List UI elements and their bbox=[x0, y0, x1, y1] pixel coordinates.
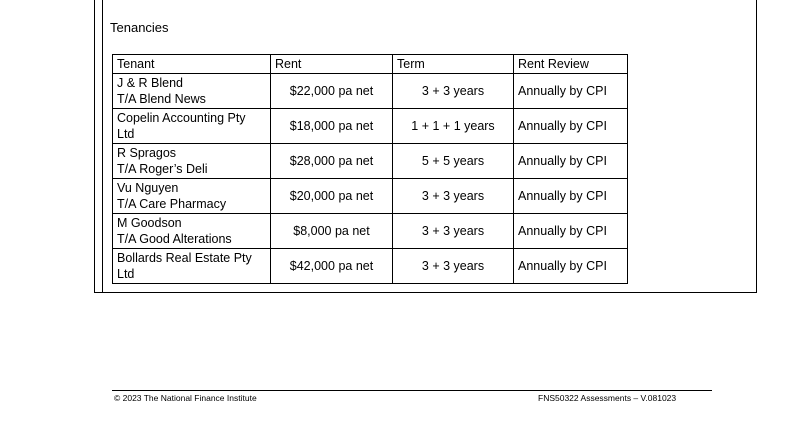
table-row bbox=[113, 74, 628, 109]
tenant-name: Bollards Real Estate Pty bbox=[117, 251, 252, 265]
rent-review-cell: Annually by CPI bbox=[514, 144, 628, 179]
term-cell: 5 + 5 years bbox=[393, 144, 514, 179]
term-cell: 3 + 3 years bbox=[393, 249, 514, 284]
table-row bbox=[113, 214, 628, 249]
rent-review-cell: Annually by CPI bbox=[514, 249, 628, 284]
tenant-name: J & R Blend bbox=[117, 76, 184, 90]
rent-cell: $28,000 pa net bbox=[271, 144, 393, 179]
rent-cell: $20,000 pa net bbox=[271, 179, 393, 214]
rent-review-cell: Annually by CPI bbox=[514, 74, 628, 109]
header-rent-review: Rent Review bbox=[514, 55, 628, 74]
table-row bbox=[113, 109, 628, 144]
header-tenant: Tenant bbox=[113, 55, 271, 74]
tenant-name: R Spragos bbox=[117, 146, 177, 160]
tenant-cell bbox=[113, 249, 271, 284]
rent-review-cell: Annually by CPI bbox=[514, 214, 628, 249]
tenant-cell bbox=[113, 179, 271, 214]
tenant-cell bbox=[113, 109, 271, 144]
term-cell: 1 + 1 + 1 years bbox=[393, 109, 514, 144]
footer-copyright: © 2023 The National Finance Institute bbox=[114, 393, 257, 403]
table-row bbox=[113, 249, 628, 284]
tenant-trading-as: T/A Care Pharmacy bbox=[117, 197, 227, 211]
tenant-trading-as: T/A Blend News bbox=[117, 92, 206, 106]
tenant-trading-as: T/A Roger’s Deli bbox=[117, 162, 208, 176]
tenant-cell bbox=[113, 214, 271, 249]
rent-cell: $42,000 pa net bbox=[271, 249, 393, 284]
rent-review-cell: Annually by CPI bbox=[514, 109, 628, 144]
tenant-name: Vu Nguyen bbox=[117, 181, 179, 195]
tenancies-table bbox=[112, 54, 628, 284]
term-cell: 3 + 3 years bbox=[393, 214, 514, 249]
footer-divider bbox=[112, 390, 712, 391]
tenant-name-cont: Ltd bbox=[117, 127, 135, 141]
table-row bbox=[113, 144, 628, 179]
rent-cell: $22,000 pa net bbox=[271, 74, 393, 109]
tenant-cell bbox=[113, 144, 271, 179]
tenant-trading-as: T/A Good Alterations bbox=[117, 232, 232, 246]
tenant-name: Copelin Accounting Pty bbox=[117, 111, 246, 125]
header-term: Term bbox=[393, 55, 514, 74]
rent-cell: $18,000 pa net bbox=[271, 109, 393, 144]
column-divider bbox=[102, 0, 103, 292]
section-heading: Tenancies bbox=[110, 20, 169, 35]
rent-review-cell: Annually by CPI bbox=[514, 179, 628, 214]
tenant-name-cont: Ltd bbox=[117, 267, 135, 281]
rent-cell: $8,000 pa net bbox=[271, 214, 393, 249]
table-header-row bbox=[113, 55, 628, 74]
term-cell: 3 + 3 years bbox=[393, 179, 514, 214]
footer-document-ref: FNS50322 Assessments – V.081023 bbox=[538, 393, 677, 403]
tenant-name: M Goodson bbox=[117, 216, 182, 230]
table-row bbox=[113, 179, 628, 214]
tenant-cell bbox=[113, 74, 271, 109]
term-cell: 3 + 3 years bbox=[393, 74, 514, 109]
header-rent: Rent bbox=[271, 55, 393, 74]
